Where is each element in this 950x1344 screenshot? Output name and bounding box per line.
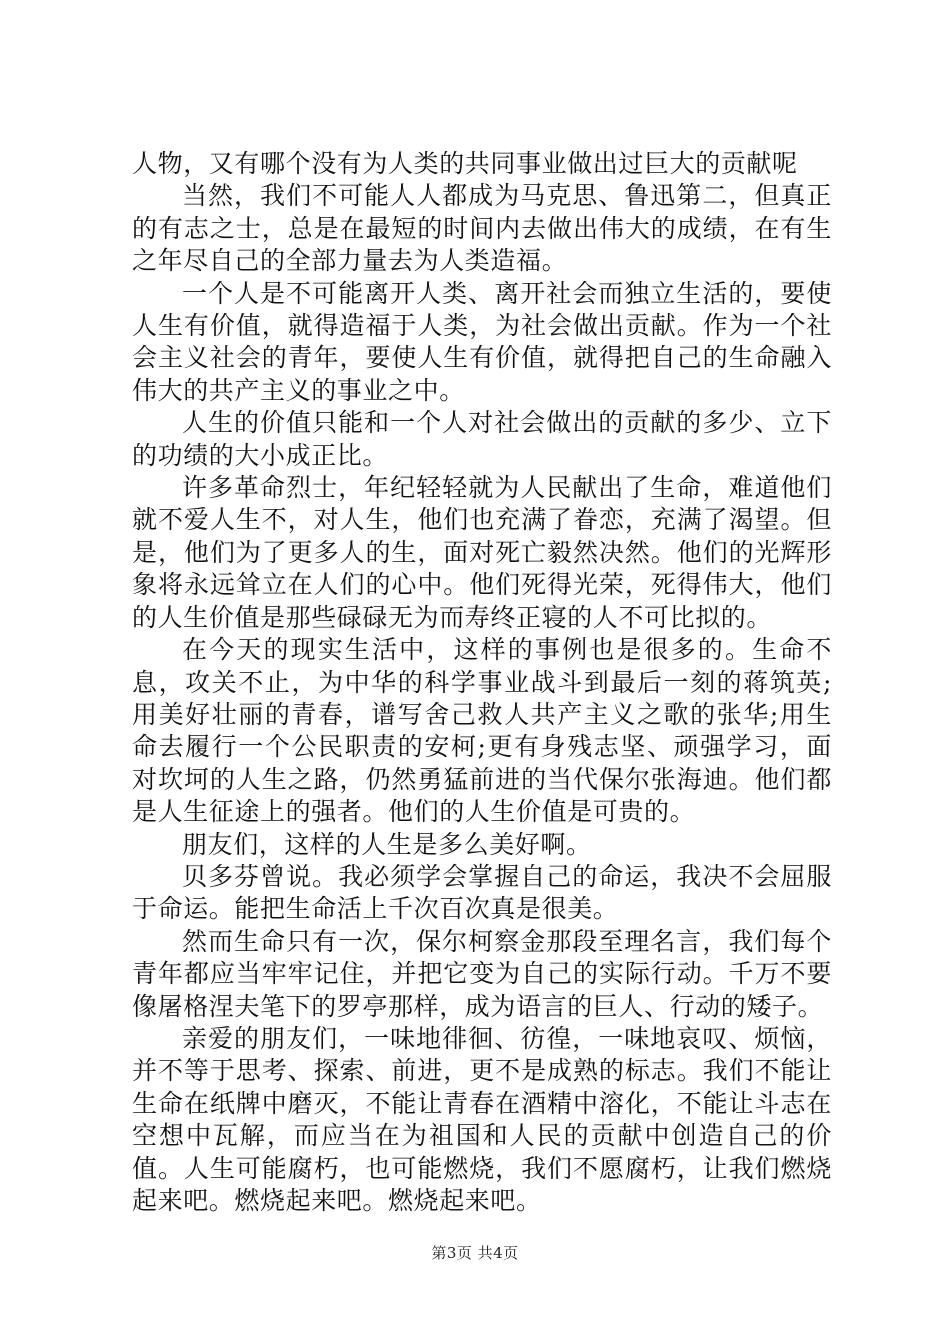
- page-number-footer: 第3页 共4页: [431, 1244, 519, 1262]
- paragraph: 在今天的现实生活中，这样的事例也是很多的。生命不息，攻关不止，为中华的科学事业战斗到最后一刻的蒋筑英;用美好壮丽的青春，谱写舍己救人共产主义之歌的张华;用生命去履行一个公民职责的安柯;更有身残志坚、顽强学习，面对坎坷的人生之路，仍然勇猛前进的当代保尔张海迪。他们都是人生征途上的强者。他们的人生价值是可贵的。: [132, 635, 832, 827]
- paragraph: 一个人是不可能离开人类、离开社会而独立生活的，要使人生有价值，就得造福于人类，为社会做出贡献。作为一个社会主义社会的青年，要使人生有价值，就得把自己的生命融入伟大的共产主义的事业之中。: [132, 278, 832, 405]
- paragraph: 贝多芬曾说。我必须学会掌握自己的命运，我决不会屈服于命运。能把生命活上千次百次真是很美。: [132, 861, 832, 924]
- document-body: [132, 148, 832, 1217]
- paragraph: 许多革命烈士，年纪轻轻就为人民献出了生命，难道他们就不爱人生不，对人生，他们也充满了眷恋，充满了渴望。但是，他们为了更多人的生，面对死亡毅然决然。他们的光辉形象将永远耸立在人们的心中。他们死得光荣，死得伟大，他们的人生价值是那些碌碌无为而寿终正寝的人不可比拟的。: [132, 473, 832, 632]
- paragraph: 人生的价值只能和一个人对社会做出的贡献的多少、立下的功绩的大小成正比。: [132, 408, 832, 470]
- paragraph: 当然，我们不可能人人都成为马克思、鲁迅第二，但真正的有志之士，总是在最短的时间内去做出伟大的成绩，在有生之年尽自己的全部力量去为人类造福。: [132, 181, 832, 276]
- paragraph: 朋友们，这样的人生是多么美好啊。: [182, 829, 592, 859]
- paragraph: 人物，又有哪个没有为人类的共同事业做出过巨大的贡献呢: [132, 149, 798, 178]
- paragraph: 亲爱的朋友们，一味地徘徊、彷徨，一味地哀叹、烦恼，并不等于思考、探索、前进，更不是成熟的标志。我们不能让生命在纸牌中磨灭，不能让青春在酒精中溶化，不能让斗志在空想中瓦解，而应当在为祖国和人民的贡献中创造自己的价值。人生可能腐朽，也可能燃烧，我们不愿腐朽，让我们燃烧起来吧。燃烧起来吧。燃烧起来吧。: [132, 1023, 832, 1215]
- paragraph: 然而生命只有一次，保尔柯察金那段至理名言，我们每个青年都应当牢牢记住，并把它变为自己的实际行动。千万不要像屠格涅夫笔下的罗亭那样，成为语言的巨人、行动的矮子。: [132, 926, 832, 1021]
